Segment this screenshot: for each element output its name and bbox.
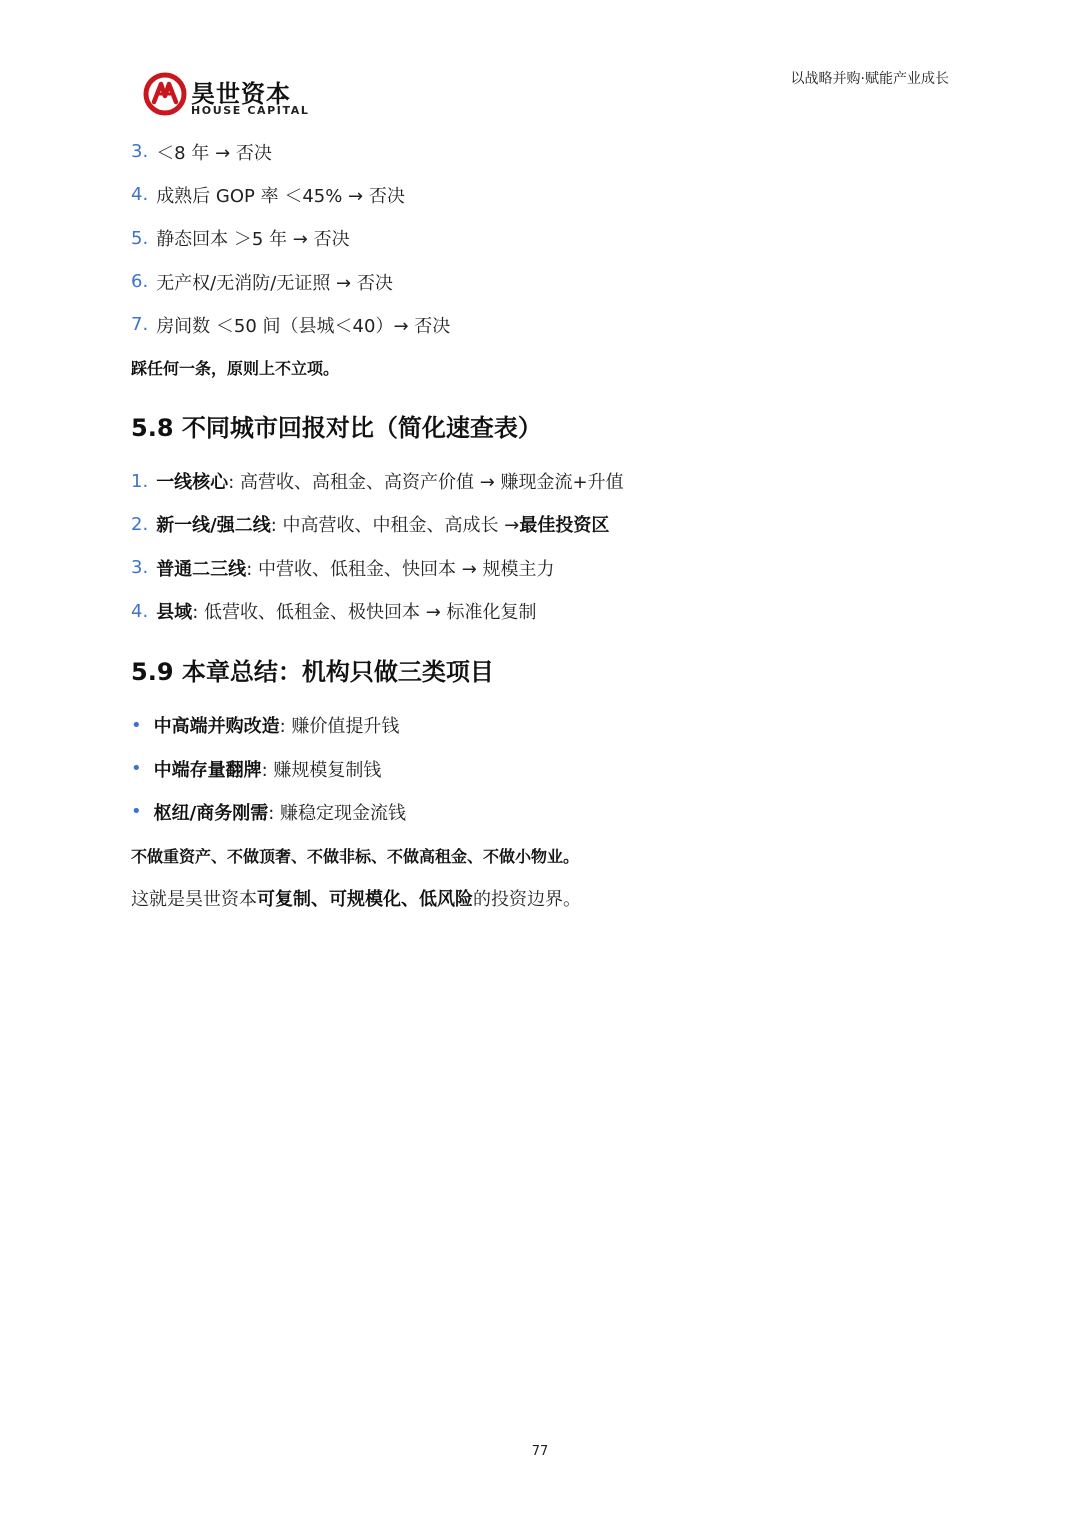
closing-prefix: 这就是昊世资本 <box>131 889 257 911</box>
list-term: 枢纽/商务刚需 <box>153 802 269 824</box>
exclusion-note: 不做重资产、不做顶奢、不做非标、不做高租金、不做小物业。 <box>131 846 580 866</box>
header-tagline: 以战略并购·赋能产业成长 <box>790 71 949 87</box>
list-term: 县域 <box>156 602 193 624</box>
list-item <box>131 704 951 747</box>
list-term: 一线核心 <box>156 472 229 494</box>
list-text: : 赚稳定现金流钱 <box>268 802 406 824</box>
list-item <box>131 747 951 790</box>
list-item <box>131 503 951 546</box>
list-number: 5. <box>131 227 149 249</box>
list-item <box>131 130 951 173</box>
list-text: : 中营收、低租金、快回本 → 规模主力 <box>246 558 555 580</box>
closing-statement <box>131 877 951 920</box>
list-number: 7. <box>131 314 149 336</box>
bullet-icon: • <box>131 758 142 780</box>
list-item <box>131 217 951 260</box>
bullet-icon: • <box>131 714 142 736</box>
section-heading-5-8: 5.8 不同城市回报对比（简化速查表） <box>131 413 542 442</box>
veto-note: 踩任何一条，原则上不立项。 <box>131 359 340 379</box>
list-text: 成熟后 GOP 率 ＜45% → 否决 <box>156 185 405 207</box>
list-highlight: 最佳投资区 <box>519 515 610 537</box>
list-item <box>131 459 951 502</box>
veto-list <box>131 130 951 346</box>
list-number: 3. <box>131 557 149 579</box>
logo-english-name: HOUSE CAPITAL <box>191 104 310 117</box>
logo-chinese-name: 昊世资本 <box>191 80 291 108</box>
list-text: : 低营收、低租金、极快回本 → 标准化复制 <box>192 602 537 624</box>
list-text: 无产权/无消防/无证照 → 否决 <box>156 272 393 294</box>
list-number: 2. <box>131 513 149 535</box>
list-term: 普通二三线 <box>156 558 247 580</box>
page-header <box>0 0 1080 125</box>
list-item <box>131 260 951 303</box>
list-number: 4. <box>131 600 149 622</box>
bullet-icon: • <box>131 801 142 823</box>
list-number: 6. <box>131 271 149 293</box>
list-text: : 高营收、高租金、高资产价值 → 赚现金流+升值 <box>228 472 624 494</box>
list-text: : 赚规模复制钱 <box>261 759 382 781</box>
closing-suffix: 的投资边界。 <box>473 889 581 911</box>
section-heading-5-9: 5.9 本章总结：机构只做三类项目 <box>131 658 494 687</box>
city-return-list <box>131 459 951 632</box>
list-text: : 赚价值提升钱 <box>279 716 400 738</box>
list-item <box>131 589 951 632</box>
list-item <box>131 173 951 216</box>
list-number: 3. <box>131 141 149 163</box>
list-number: 1. <box>131 470 149 492</box>
company-logo <box>143 72 313 120</box>
list-item <box>131 546 951 589</box>
list-text: 静态回本 ＞5 年 → 否决 <box>156 229 350 251</box>
list-item <box>131 303 951 346</box>
page-content <box>131 130 951 920</box>
project-types-list <box>131 704 951 834</box>
list-term: 中端存量翻牌 <box>153 759 262 781</box>
list-text: 房间数 ＜50 间（县城＜40）→ 否决 <box>156 315 451 337</box>
list-term: 新一线/强二线 <box>156 515 271 537</box>
list-item <box>131 790 951 833</box>
page-number: 77 <box>531 1444 549 1459</box>
list-text: ＜8 年 → 否决 <box>156 142 272 164</box>
list-text: : 中高营收、中租金、高成长 → <box>270 515 520 537</box>
closing-highlight: 可复制、可规模化、低风险 <box>257 889 473 911</box>
list-number: 4. <box>131 184 149 206</box>
list-term: 中高端并购改造 <box>153 716 280 738</box>
logo-mark-icon <box>143 72 187 116</box>
